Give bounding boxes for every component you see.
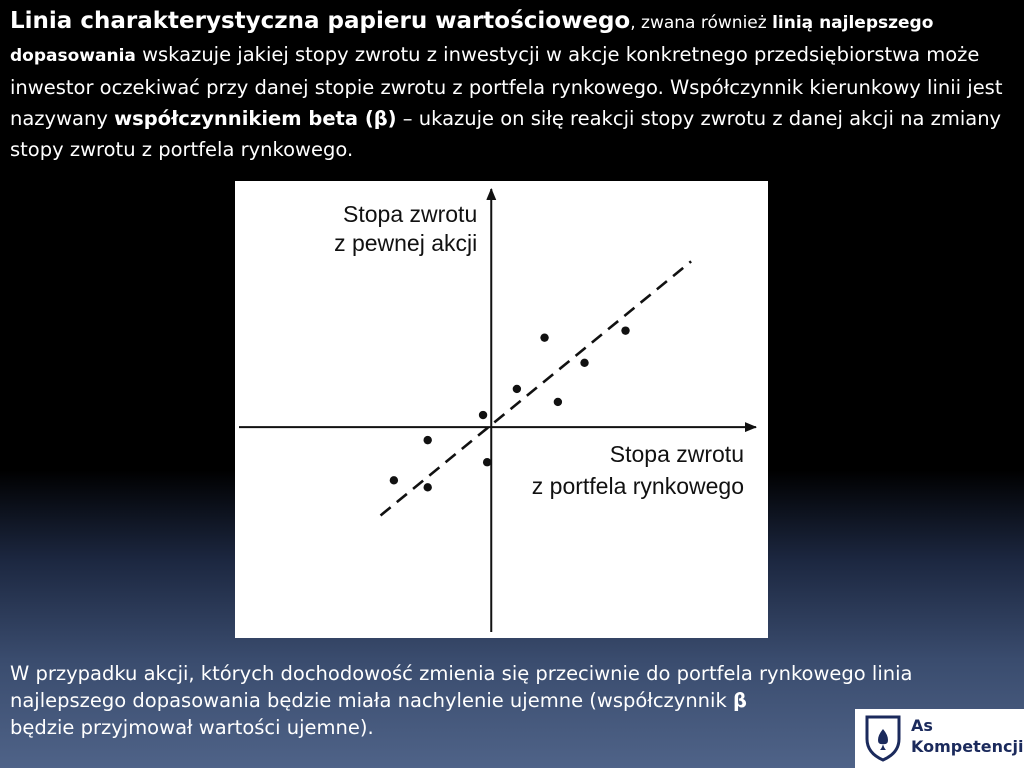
intro-text-3: – ukazuje on siłę reakcji stopy zwrotu z danej akcji na zmiany stopy zwrotu z portfela rynkowego. xyxy=(10,107,1002,161)
x-axis-label-line-1: Stopa zwrotu xyxy=(609,441,744,468)
chart-panel xyxy=(235,181,768,638)
y-axis-label-line-1: Stopa zwrotu xyxy=(343,201,478,227)
y-axis-label-line-2: z pewnej akcji xyxy=(334,230,478,256)
outro-bold-beta: β xyxy=(732,689,747,712)
data-point-1 xyxy=(390,476,398,484)
outro-paragraph xyxy=(10,660,1000,741)
x-axis-label-line-2: z portfela rynkowego xyxy=(531,473,744,500)
data-point-4 xyxy=(479,411,487,419)
shield-icon xyxy=(861,713,905,763)
data-point-8 xyxy=(554,398,562,406)
data-point-7 xyxy=(540,333,548,341)
data-point-3 xyxy=(424,436,432,444)
data-point-2 xyxy=(424,483,432,491)
scatter-chart xyxy=(235,181,768,638)
intro-bold-1: linią najlepszego dopasowania xyxy=(10,13,934,66)
logo-line-2: Kompetencji xyxy=(911,737,1024,756)
intro-paragraph xyxy=(10,6,1010,165)
intro-bold-2: współczynnikiem beta (β) xyxy=(114,107,397,130)
data-point-5 xyxy=(483,458,491,466)
intro-text-2: wskazuje jakiej stopy zwrotu z inwestycji w akcje konkretnego przedsiębiorstwa może inwestor oczekiwać przy danej stopie zwrotu z portfela rynkowego. Współczynnik kierunkowy linii jest nazywany xyxy=(10,43,1003,130)
outro-text-2: będzie przyjmował wartości ujemne). xyxy=(10,716,374,739)
data-point-10 xyxy=(621,326,629,334)
data-point-9 xyxy=(580,359,588,367)
outro-text-1: W przypadku akcji, których dochodowość zmienia się przeciwnie do portfela rynkowego linia najlepszego dopasowania będzie miała nachylenie ujemne (współczynnik xyxy=(10,662,913,712)
intro-text-1: , zwana również xyxy=(630,13,773,33)
data-point-6 xyxy=(513,385,521,393)
logo-line-1: As xyxy=(911,716,933,735)
intro-title: Linia charakterystyczna papieru wartościowego xyxy=(10,8,631,34)
logo xyxy=(855,709,1024,768)
